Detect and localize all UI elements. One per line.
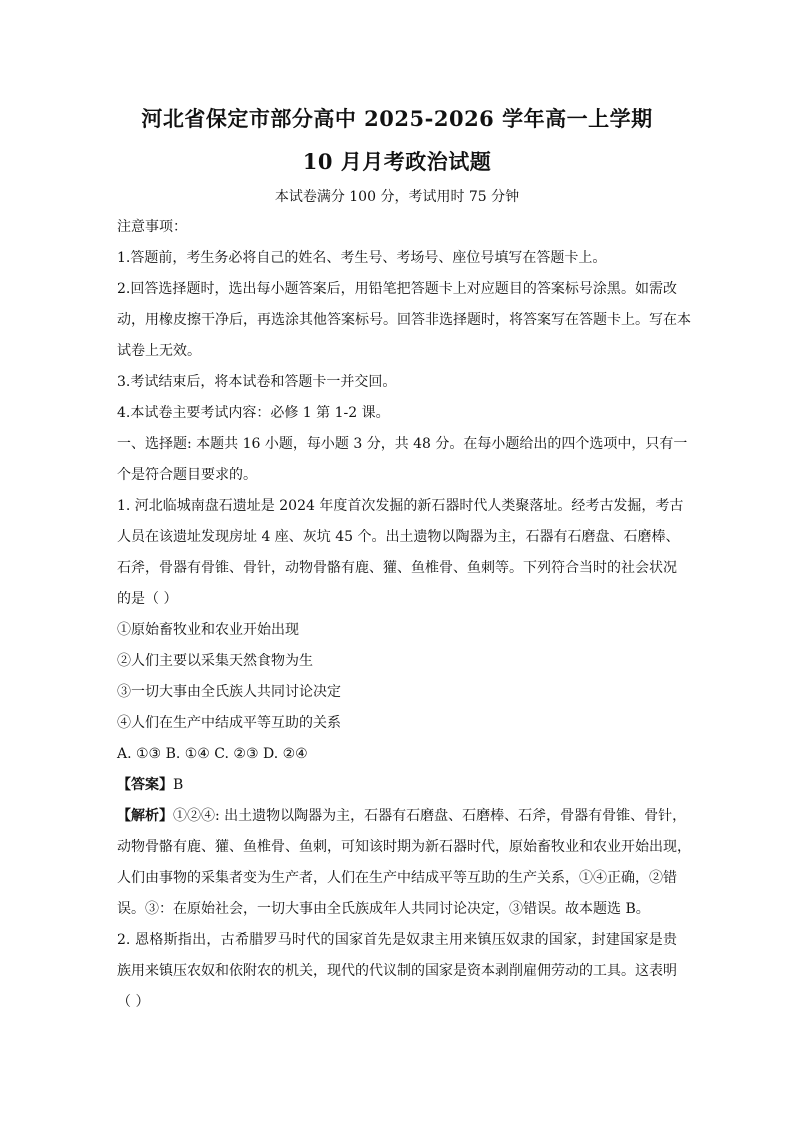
exam-title-line-1: 河北省保定市部分高中 2025-2026 学年高一上学期 <box>141 106 653 131</box>
question-1-line-4: 的是（ ） <box>117 591 178 607</box>
section-1-heading-line-1: 一、选择题: 本题共 16 小题，每小题 3 分，共 48 分。在每小题给出的四个选项中，只有一 <box>117 436 688 452</box>
question-1-analysis-line-1 <box>117 806 687 826</box>
question-1-line-2: 人员在该遗址发现房址 4 座、灰坑 45 个。出土遗物以陶器为主，石器有石磨盘、石磨棒、 <box>117 529 680 545</box>
notes-heading: 注意事项： <box>117 219 187 235</box>
analysis-text-1: ①②④: 出土遗物以陶器为主，石器有石磨盘、石磨棒、石斧，骨器有骨锥、骨针， <box>173 808 687 824</box>
question-1-line-1: 1. 河北临城南盘石遗址是 2024 年度首次发掘的新石器时代人类聚落址。经考古发掘，考古 <box>117 498 684 514</box>
question-2-line-3: （ ） <box>117 994 150 1010</box>
question-1-analysis-line-4: 误。③：在原始社会，一切大事由全氏族成年人共同讨论决定，③错误。故本题选 B。 <box>117 901 650 917</box>
analysis-label: 【解析】 <box>117 808 173 824</box>
note-item-2-line-2: 动，用橡皮擦干净后，再选涂其他答案标号。回答非选择题时，将答案写在答题卡上。写在本 <box>117 312 691 328</box>
question-1-answer <box>117 775 183 795</box>
question-1-analysis-line-3: 人们由事物的采集者变为生产者，人们在生产中结成平等互助的生产关系，①④正确，②错 <box>117 870 677 886</box>
note-item-4: 4.本试卷主要考试内容：必修 1 第 1-2 课。 <box>117 405 390 421</box>
note-item-1: 1.答题前，考生务必将自己的姓名、考生号、考场号、座位号填写在答题卡上。 <box>117 250 607 266</box>
question-1-line-3: 石斧，骨器有骨锥、骨针，动物骨骼有鹿、獾、鱼椎骨、鱼刺等。下列符合当时的社会状况 <box>117 560 677 576</box>
note-item-2-line-1: 2.回答选择题时，选出每小题答案后，用铅笔把答题卡上对应题目的答案标号涂黑。如需改 <box>117 281 677 297</box>
question-2-line-1: 2. 恩格斯指出，古希腊罗马时代的国家首先是奴隶主用来镇压奴隶的国家，封建国家是贵 <box>117 932 677 948</box>
question-1-option-3: ③一切大事由全氏族人共同讨论决定 <box>117 684 341 700</box>
question-1-choices: A. ①③ B. ①④ C. ②③ D. ②④ <box>117 746 308 762</box>
section-1-heading-line-2: 个是符合题目要求的。 <box>117 467 257 483</box>
question-1-option-1: ①原始畜牧业和农业开始出现 <box>117 622 299 638</box>
question-1-analysis-line-2: 动物骨骼有鹿、獾、鱼椎骨、鱼刺，可知该时期为新石器时代，原始畜牧业和农业开始出现， <box>117 839 691 855</box>
note-item-2-line-3: 试卷上无效。 <box>117 343 201 359</box>
question-1-option-4: ④人们在生产中结成平等互助的关系 <box>117 715 341 731</box>
exam-subtitle: 本试卷满分 100 分，考试用时 75 分钟 <box>274 189 520 205</box>
answer-label: 【答案】 <box>117 777 173 793</box>
answer-value: B <box>173 777 184 793</box>
question-1-option-2: ②人们主要以采集天然食物为生 <box>117 653 313 669</box>
note-item-3: 3.考试结束后，将本试卷和答题卡一并交回。 <box>117 374 397 390</box>
question-2-line-2: 族用来镇压农奴和依附农的机关，现代的代议制的国家是资本剥削雇佣劳动的工具。这表明 <box>117 963 677 979</box>
exam-title-line-2: 10 月月考政治试题 <box>302 149 492 174</box>
